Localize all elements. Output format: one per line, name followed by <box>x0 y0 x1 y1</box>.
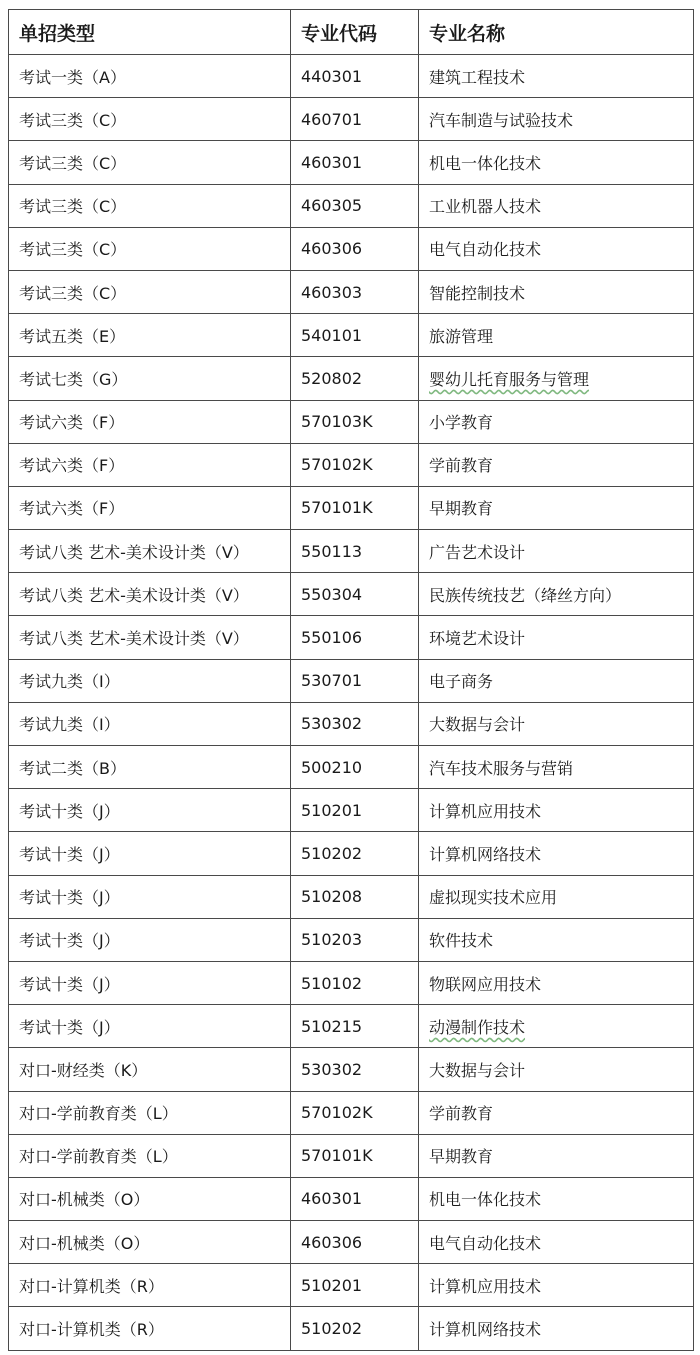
cell-major-name: 计算机网络技术 <box>419 1307 694 1350</box>
cell-major-name: 计算机应用技术 <box>419 1264 694 1307</box>
table-row <box>9 486 694 529</box>
cell-major-name: 大数据与会计 <box>419 1048 694 1091</box>
cell-enrollment-type: 考试六类（F） <box>9 400 291 443</box>
cell-major-code: 530302 <box>291 1048 419 1091</box>
table-row <box>9 141 694 184</box>
cell-enrollment-type: 考试三类（C） <box>9 184 291 227</box>
major-name-text: 动漫制作技术 <box>429 1017 526 1037</box>
table-row <box>9 832 694 875</box>
cell-enrollment-type: 对口-学前教育类（L） <box>9 1134 291 1177</box>
cell-major-name: 广告艺术设计 <box>419 530 694 573</box>
header-enrollment-type: 单招类型 <box>9 10 291 55</box>
cell-major-name: 计算机网络技术 <box>419 832 694 875</box>
cell-major-code: 440301 <box>291 55 419 98</box>
cell-major-code: 570102K <box>291 1091 419 1134</box>
table-row <box>9 270 694 313</box>
cell-major-name: 物联网应用技术 <box>419 961 694 1004</box>
cell-enrollment-type: 考试八类 艺术-美术设计类（V） <box>9 616 291 659</box>
cell-enrollment-type: 考试三类（C） <box>9 141 291 184</box>
cell-major-name: 早期教育 <box>419 1134 694 1177</box>
cell-major-name: 早期教育 <box>419 486 694 529</box>
table-row <box>9 702 694 745</box>
cell-major-code: 570103K <box>291 400 419 443</box>
major-name-text: 婴幼儿托育服务与管理 <box>429 369 590 389</box>
cell-major-code: 540101 <box>291 314 419 357</box>
cell-major-name: 工业机器人技术 <box>419 184 694 227</box>
table-row <box>9 400 694 443</box>
cell-enrollment-type: 考试十类（J） <box>9 918 291 961</box>
cell-major-code: 510202 <box>291 1307 419 1350</box>
table-row <box>9 659 694 702</box>
table-row <box>9 573 694 616</box>
table-row <box>9 1307 694 1350</box>
table-row <box>9 1091 694 1134</box>
cell-major-code: 460301 <box>291 141 419 184</box>
cell-enrollment-type: 考试三类（C） <box>9 98 291 141</box>
table-row <box>9 314 694 357</box>
major-table <box>8 9 694 1351</box>
cell-major-code: 460306 <box>291 1221 419 1264</box>
cell-major-name: 电气自动化技术 <box>419 227 694 270</box>
cell-enrollment-type: 对口-计算机类（R） <box>9 1307 291 1350</box>
table-row <box>9 1134 694 1177</box>
cell-enrollment-type: 考试六类（F） <box>9 486 291 529</box>
table-row <box>9 443 694 486</box>
cell-enrollment-type: 考试八类 艺术-美术设计类（V） <box>9 530 291 573</box>
cell-major-code: 460305 <box>291 184 419 227</box>
cell-major-name <box>419 1005 694 1048</box>
cell-major-code: 530302 <box>291 702 419 745</box>
cell-major-code: 510201 <box>291 1264 419 1307</box>
cell-major-name: 小学教育 <box>419 400 694 443</box>
cell-major-name: 旅游管理 <box>419 314 694 357</box>
cell-major-name: 机电一体化技术 <box>419 141 694 184</box>
cell-enrollment-type: 考试二类（B） <box>9 746 291 789</box>
cell-enrollment-type: 考试十类（J） <box>9 1005 291 1048</box>
table-row <box>9 961 694 1004</box>
cell-major-code: 460303 <box>291 270 419 313</box>
cell-enrollment-type: 考试九类（I） <box>9 659 291 702</box>
cell-enrollment-type: 考试十类（J） <box>9 789 291 832</box>
cell-enrollment-type: 对口-机械类（O） <box>9 1221 291 1264</box>
cell-major-code: 510102 <box>291 961 419 1004</box>
cell-major-code: 550106 <box>291 616 419 659</box>
table-row <box>9 875 694 918</box>
table-row <box>9 98 694 141</box>
table-row <box>9 184 694 227</box>
header-major-code: 专业代码 <box>291 10 419 55</box>
cell-enrollment-type: 考试十类（J） <box>9 961 291 1004</box>
cell-enrollment-type: 对口-财经类（K） <box>9 1048 291 1091</box>
cell-enrollment-type: 考试七类（G） <box>9 357 291 400</box>
cell-enrollment-type: 考试九类（I） <box>9 702 291 745</box>
cell-major-name: 软件技术 <box>419 918 694 961</box>
cell-enrollment-type: 对口-机械类（O） <box>9 1177 291 1220</box>
table-row <box>9 227 694 270</box>
cell-major-name: 民族传统技艺（绛丝方向） <box>419 573 694 616</box>
cell-major-code: 510202 <box>291 832 419 875</box>
table-row <box>9 1177 694 1220</box>
cell-major-code: 510208 <box>291 875 419 918</box>
cell-major-name: 建筑工程技术 <box>419 55 694 98</box>
table-body <box>9 55 694 1351</box>
cell-enrollment-type: 考试三类（C） <box>9 227 291 270</box>
cell-major-code: 530701 <box>291 659 419 702</box>
table-row <box>9 1048 694 1091</box>
table-row <box>9 357 694 400</box>
cell-major-code: 550304 <box>291 573 419 616</box>
cell-major-code: 500210 <box>291 746 419 789</box>
table-row <box>9 1221 694 1264</box>
header-major-name: 专业名称 <box>419 10 694 55</box>
cell-major-code: 570101K <box>291 1134 419 1177</box>
table-row <box>9 1005 694 1048</box>
cell-major-name: 虚拟现实技术应用 <box>419 875 694 918</box>
cell-enrollment-type: 考试八类 艺术-美术设计类（V） <box>9 573 291 616</box>
cell-major-name: 大数据与会计 <box>419 702 694 745</box>
cell-enrollment-type: 对口-计算机类（R） <box>9 1264 291 1307</box>
cell-major-code: 460301 <box>291 1177 419 1220</box>
cell-major-name: 学前教育 <box>419 443 694 486</box>
table-row <box>9 530 694 573</box>
cell-major-code: 570102K <box>291 443 419 486</box>
cell-major-name: 汽车制造与试验技术 <box>419 98 694 141</box>
cell-major-code: 460701 <box>291 98 419 141</box>
cell-major-name: 学前教育 <box>419 1091 694 1134</box>
cell-major-name: 计算机应用技术 <box>419 789 694 832</box>
cell-major-name: 智能控制技术 <box>419 270 694 313</box>
cell-major-code: 520802 <box>291 357 419 400</box>
cell-major-code: 460306 <box>291 227 419 270</box>
cell-major-name: 电气自动化技术 <box>419 1221 694 1264</box>
table-row <box>9 1264 694 1307</box>
cell-enrollment-type: 考试十类（J） <box>9 875 291 918</box>
cell-major-name: 汽车技术服务与营销 <box>419 746 694 789</box>
cell-enrollment-type: 考试六类（F） <box>9 443 291 486</box>
cell-major-code: 570101K <box>291 486 419 529</box>
cell-enrollment-type: 对口-学前教育类（L） <box>9 1091 291 1134</box>
cell-enrollment-type: 考试三类（C） <box>9 270 291 313</box>
table-row <box>9 616 694 659</box>
cell-major-code: 550113 <box>291 530 419 573</box>
cell-major-name: 机电一体化技术 <box>419 1177 694 1220</box>
header-row <box>9 10 694 55</box>
table-row <box>9 789 694 832</box>
table-row <box>9 746 694 789</box>
cell-major-name: 电子商务 <box>419 659 694 702</box>
cell-enrollment-type: 考试一类（A） <box>9 55 291 98</box>
cell-major-code: 510215 <box>291 1005 419 1048</box>
cell-major-name <box>419 357 694 400</box>
cell-major-name: 环境艺术设计 <box>419 616 694 659</box>
cell-enrollment-type: 考试五类（E） <box>9 314 291 357</box>
cell-major-code: 510203 <box>291 918 419 961</box>
table-row <box>9 918 694 961</box>
table-row <box>9 55 694 98</box>
cell-major-code: 510201 <box>291 789 419 832</box>
cell-enrollment-type: 考试十类（J） <box>9 832 291 875</box>
